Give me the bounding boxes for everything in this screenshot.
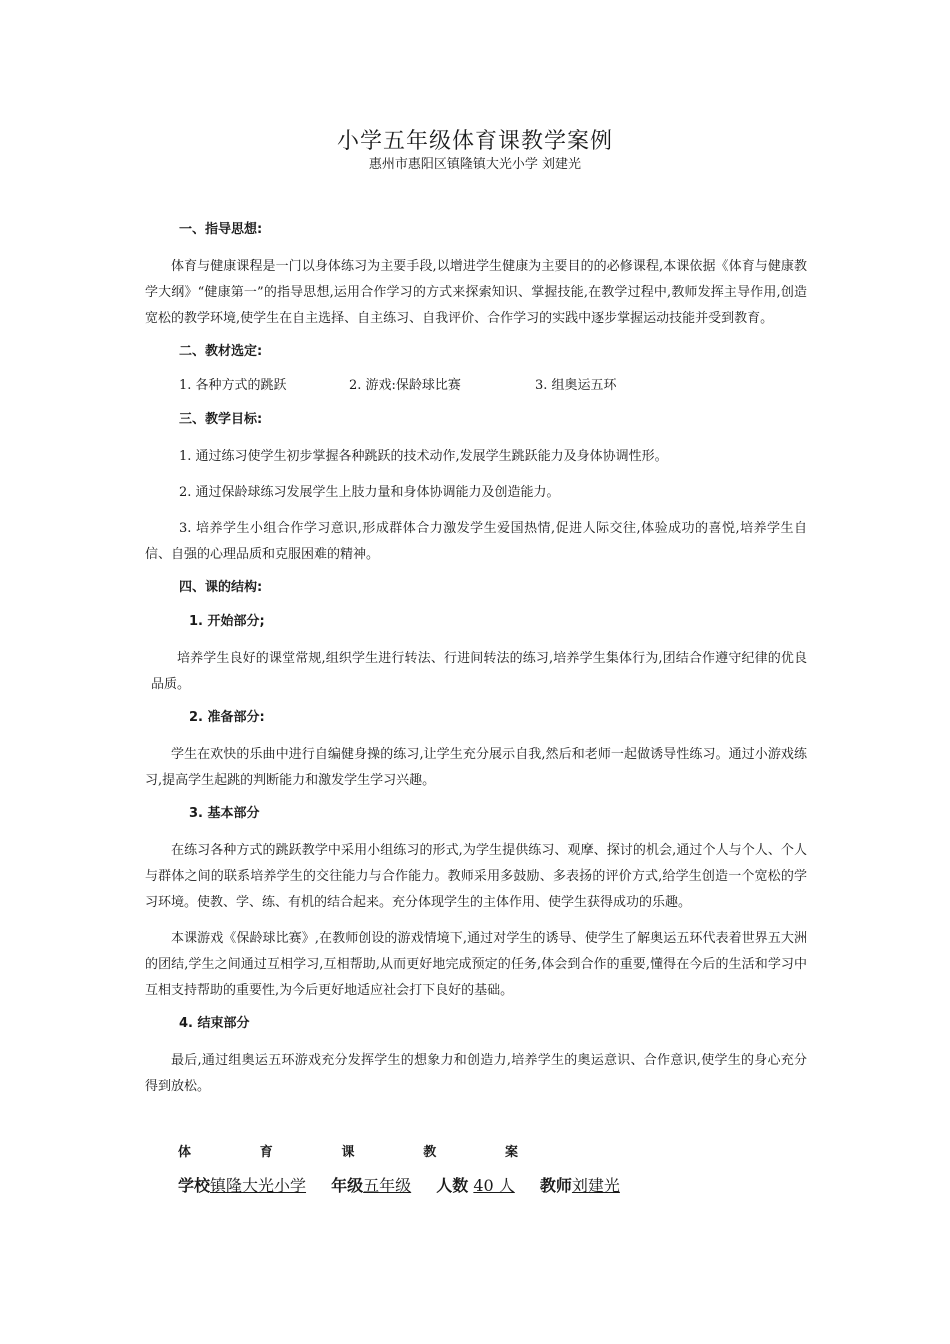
- section-heading-guide: 一、指导思想:: [179, 222, 263, 237]
- document-title: 小学五年级体育课教学案例: [336, 129, 613, 154]
- section-heading-goals: 三、教学目标:: [179, 412, 263, 427]
- lesson-plan-heading-char: 育: [259, 1145, 273, 1160]
- subheading-basic: 3. 基本部分: [189, 806, 260, 821]
- document-subtitle: 惠州市惠阳区镇隆镇大光小学 刘建光: [368, 157, 582, 172]
- teacher-value: 刘建光: [571, 1176, 620, 1195]
- goal-item: 2. 通过保龄球练习发展学生上肢力量和身体协调能力及创造能力。: [179, 485, 560, 500]
- teacher-label: 教师: [539, 1176, 572, 1195]
- lesson-plan-heading: [178, 1141, 518, 1160]
- subheading-end: 4. 结束部分: [179, 1016, 250, 1031]
- goal-item: 3. 培养学生小组合作学习意识,形成群体合力激发学生爱国热情,促进人际交往,体验成功的喜悦,培养学生自信、自强的心理品质和克服困难的精神。: [145, 521, 807, 562]
- paragraph-guide: 体育与健康课程是一门以身体练习为主要手段,以增进学生健康为主要目的的必修课程,本课依据《体育与健康教学大纲》“健康第一”的指导思想,运用合作学习的方式来探索知识、掌握技能,在教学过程中,教师发挥主导作用,创造宽松的教学环境,使学生在自主选择、自主练习、自我评价、合作学习的实践中逐步掌握运动技能并受到教育。: [145, 259, 807, 326]
- school-value: 镇隆大光小学: [210, 1176, 307, 1195]
- section-heading-material: 二、教材选定:: [179, 344, 263, 359]
- material-item: 3. 组奥运五环: [535, 378, 617, 393]
- count-label: 人数: [436, 1176, 469, 1195]
- paragraph-prep: 学生在欢快的乐曲中进行自编健身操的练习,让学生充分展示自我,然后和老师一起做诱导性练习。通过小游戏练习,提高学生起跳的判断能力和激发学生学习兴趣。: [145, 747, 807, 788]
- material-item: 2. 游戏:保龄球比赛: [349, 378, 461, 393]
- paragraph-end: 最后,通过组奥运五环游戏充分发挥学生的想象力和创造力,培养学生的奥运意识、合作意识,使学生的身心充分得到放松。: [145, 1053, 807, 1094]
- grade-value: 五年级: [363, 1176, 412, 1195]
- grade-label: 年级: [331, 1176, 364, 1195]
- paragraph-basic-2: 本课游戏《保龄球比赛》,在教师创设的游戏情境下,通过对学生的诱导、使学生了解奥运五环代表着世界五大洲的团结,学生之间通过互相学习,互相帮助,从而更好地完成预定的任务,体会到合作的重要,懂得在今后的生活和学习中互相支持帮助的重要性,为今后更好地适应社会打下良好的基础。: [145, 931, 807, 998]
- lesson-plan-heading-char: 课: [341, 1145, 355, 1160]
- lesson-plan-heading-char: 体: [178, 1145, 192, 1160]
- school-label: 学校: [178, 1176, 211, 1195]
- goal-item: 1. 通过练习使学生初步掌握各种跳跃的技术动作,发展学生跳跃能力及身体协调性形。: [179, 449, 668, 464]
- subheading-prep: 2. 准备部分:: [189, 710, 265, 725]
- paragraph-basic-1: 在练习各种方式的跳跃教学中采用小组练习的形式,为学生提供练习、观摩、探讨的机会,通过个人与个人、个人与群体之间的联系培养学生的交往能力与合作能力。教师采用多鼓励、多表扬的评价方式,给学生创造一个宽松的学习环境。使教、学、练、有机的结合起来。充分体现学生的主体作用、使学生获得成功的乐趣。: [145, 843, 807, 910]
- lesson-plan-info: [178, 1173, 640, 1196]
- lesson-plan-heading-char: 教: [423, 1145, 437, 1160]
- paragraph-start: 培养学生良好的课堂常规,组织学生进行转法、行进间转法的练习,培养学生集体行为,团结合作遵守纪律的优良品质。: [151, 651, 807, 692]
- lesson-plan-heading-char: 案: [504, 1145, 518, 1160]
- material-list: [179, 376, 807, 396]
- material-item: 1. 各种方式的跳跃: [179, 378, 287, 393]
- count-value: 40 人: [473, 1176, 515, 1195]
- document-body: [145, 220, 807, 1110]
- section-heading-structure: 四、课的结构:: [179, 580, 263, 595]
- subheading-start: 1. 开始部分;: [189, 614, 265, 629]
